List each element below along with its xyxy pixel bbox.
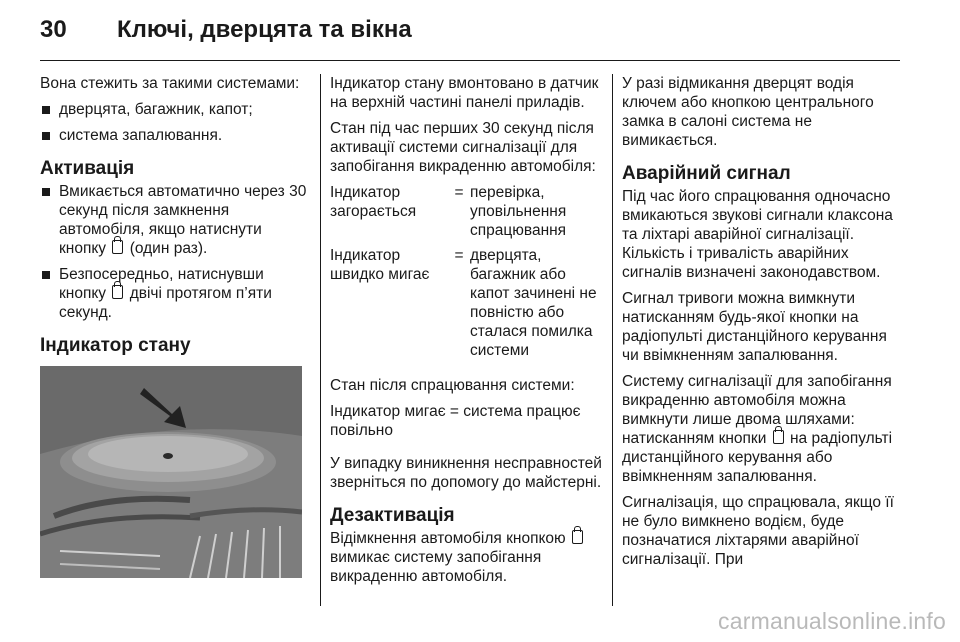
paragraph-text: Систему сигналізації для запобігання викраденню автомобіля можна вимкнути лише двома шляхами: натисканням кнопки <box>622 373 892 447</box>
page-header <box>40 16 412 56</box>
indicator-state: Індикатор загорається <box>330 184 417 220</box>
paragraph-text: на радіопульті дистанційного керування або ввімкненням запалювання. <box>622 430 893 485</box>
bullet-text: (один раз). <box>129 240 208 257</box>
paragraph: Індикатор мигає = система працює повільно <box>330 403 581 439</box>
indicator-heading: Індикатор стану <box>40 335 191 356</box>
column-divider <box>320 74 321 606</box>
intro-text: Вона стежить за такими системами: <box>40 75 300 92</box>
indicator-state: Індикатор швидко мигає <box>330 247 430 283</box>
lock-icon <box>112 240 123 254</box>
bullet-text: Вмикається автоматично через 30 секунд після замкнення автомобіля, якщо натиснути кнопку <box>59 183 307 257</box>
column-2 <box>330 74 602 593</box>
paragraph: Стан після спрацювання системи: <box>330 377 575 394</box>
column-divider <box>612 74 613 606</box>
dashboard-illustration <box>40 366 302 578</box>
paragraph: Індикатор стану вмонтовано в датчик на верхній частині панелі приладів. <box>330 75 599 111</box>
paragraph-text: вимикає систему запобігання викраденню автомобіля. <box>330 549 542 585</box>
paragraph: Під час його спрацювання одночасно вмикаються звукові сигнали клаксона та ліхтарі аварійної сигналізації. Кількість і тривалість аварійних сигналів визначені законодавством. <box>622 188 893 281</box>
lock-icon <box>112 285 123 299</box>
page-number: 30 <box>40 16 67 43</box>
paragraph <box>330 529 602 586</box>
paragraph: Сигнал тривоги можна вимкнути натисканням будь-якої кнопки на радіопульті дистанційного керування чи ввімкненням запалювання. <box>622 290 887 364</box>
column-1 <box>40 74 308 359</box>
paragraph: У випадку виникнення несправностей зверніться по допомогу до майстерні. <box>330 455 602 491</box>
page-title: Ключі, дверцята та вікна <box>117 16 412 43</box>
paragraph: Стан під час перших 30 секунд після активації системи сигналізації для запобігання викраденню автомобіля: <box>330 120 596 175</box>
unlock-icon <box>572 530 583 544</box>
paragraph: Сигналізація, що спрацювала, якщо її не було вимкнено водієм, буде позначатися ліхтарями аварійної сигналізації. При <box>622 494 894 568</box>
bullet-item: дверцята, багажник, капот; <box>40 100 308 119</box>
bullet-item <box>40 265 308 322</box>
unlock-icon <box>773 430 784 444</box>
header-rule <box>40 60 900 61</box>
bullet-text: двічі протягом п’яти секунд. <box>59 285 272 321</box>
activation-heading: Активація <box>40 158 135 179</box>
indicator-table <box>330 183 602 366</box>
equals-sign: = <box>454 184 464 201</box>
bullet-text: Безпосередньо, натиснувши кнопку <box>59 266 264 302</box>
bullet-item <box>40 182 308 258</box>
dashboard-drawing <box>40 366 302 578</box>
paragraph <box>622 372 904 486</box>
equals-sign: = <box>454 247 464 264</box>
paragraph: У разі відмикання дверцят водія ключем або кнопкою центрального замка в салоні система не вимикається. <box>622 75 874 149</box>
indicator-meaning: перевірка, уповільнення спрацювання <box>470 184 567 239</box>
watermark: carmanualsonline.info <box>718 608 946 634</box>
column-3 <box>622 74 904 576</box>
indicator-meaning: дверцята, багажник або капот зачинені не повністю або сталася помилка системи <box>470 247 597 359</box>
alarm-heading: Аварійний сигнал <box>622 163 791 184</box>
bullet-item: система запалювання. <box>40 126 308 145</box>
deactivation-heading: Дезактивація <box>330 505 455 526</box>
paragraph-text: Відімкнення автомобіля кнопкою <box>330 530 566 547</box>
